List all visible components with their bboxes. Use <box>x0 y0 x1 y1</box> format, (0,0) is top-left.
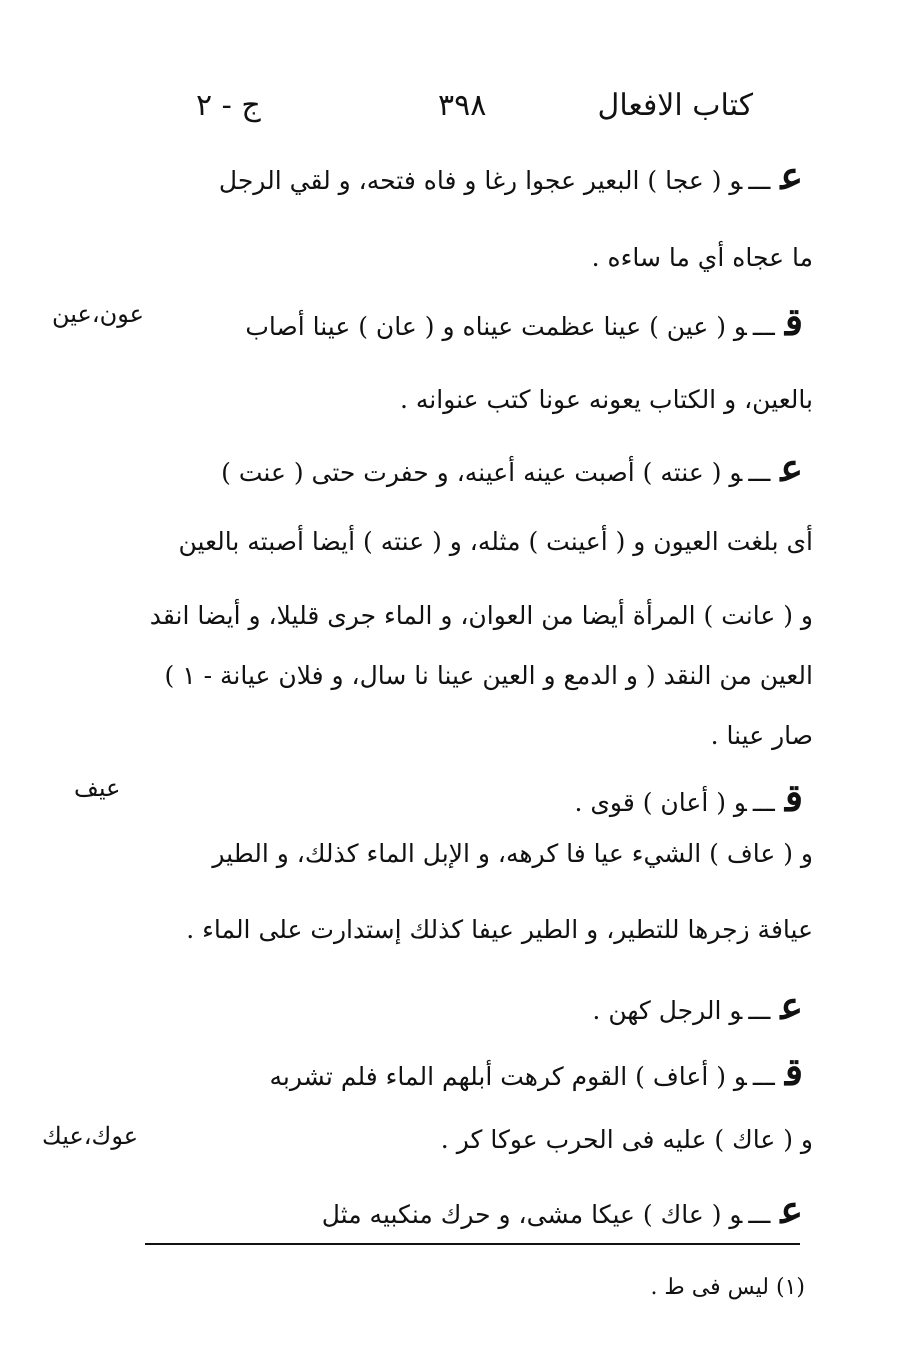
entry-letter: ع <box>780 1187 803 1232</box>
entry-text: بالعين، و الكتاب يعونه عونا كتب عنوانه . <box>400 385 813 414</box>
text-line <box>711 716 813 756</box>
entry-letter: ق <box>784 1049 803 1094</box>
text-line <box>212 834 813 874</box>
text-line <box>400 380 813 420</box>
text-line: قـــو ( أعان ) قوى . <box>574 775 803 820</box>
text-line <box>186 910 813 950</box>
book-title: كتاب الافعال <box>597 88 753 123</box>
entry-letter: ق <box>784 775 803 820</box>
entry-letter: ع <box>780 445 803 490</box>
entry-text: و ( عاك ) عليه فى الحرب عوكا كر . <box>440 1125 813 1154</box>
entry-text: و ( عين ) عينا عظمت عيناه و ( عان ) عينا أصاب <box>245 312 747 341</box>
text-line <box>592 238 813 278</box>
entry-text: ما عجاه أي ما ساءه . <box>591 243 813 272</box>
entry-text: و الرجل كهن . <box>592 996 743 1025</box>
footnote-rule <box>145 1243 800 1245</box>
entry-text: و ( عجا ) البعير عجوا رغا و فاه فتحه، و لقي الرجل <box>218 166 743 195</box>
entry-text: و ( عانت ) المرأة أيضا من العوان، و الماء جرى قليلا، و أيضا انقد <box>149 601 813 630</box>
footnote: (١) ليس فى ط . <box>650 1275 805 1300</box>
entry-letter: ع <box>780 153 803 198</box>
entry-text: أى بلغت العيون و ( أعينت ) مثله، و ( عنته ) أيضا أصبته بالعين <box>178 527 813 556</box>
text-line <box>150 596 813 636</box>
entry-text: و ( أعاف ) القوم كرهت أبلهم الماء فلم تشربه <box>269 1062 747 1091</box>
entry-text: و ( عاك ) عيكا مشى، و حرك منكبيه مثل <box>321 1200 743 1229</box>
page-number: ٣٩٨ <box>438 88 487 123</box>
text-line: عـــو ( عاك ) عيكا مشى، و حرك منكبيه مثل <box>321 1187 803 1232</box>
margin-note: عيف <box>74 774 121 802</box>
text-line <box>441 1120 813 1160</box>
entry-text: و ( أعان ) قوى . <box>574 788 747 817</box>
entry-text: و ( عاف ) الشيء عيا فا كرهه، و الإبل الماء كذلك، و الطير <box>212 839 813 868</box>
entry-letter: ق <box>784 299 803 344</box>
text-line: قـــو ( عين ) عينا عظمت عيناه و ( عان ) عينا أصاب <box>245 299 803 344</box>
volume-label: ج - ٢ <box>196 88 261 123</box>
entry-text: و ( عنته ) أصبت عينه أعينه، و حفرت حتى ( عنت ) <box>221 458 743 487</box>
margin-note: عوك،عيك <box>42 1122 139 1150</box>
text-line: عـــو ( عجا ) البعير عجوا رغا و فاه فتحه، و لقي الرجل <box>218 153 803 198</box>
entry-text: العين من النقد ( و الدمع و العين عينا نا سال، و فلان عيانة - ١ ) <box>164 661 813 690</box>
entry-text: صار عينا . <box>710 721 813 750</box>
text-line: عـــو ( عنته ) أصبت عينه أعينه، و حفرت حتى ( عنت ) <box>221 445 803 490</box>
entry-text: عيافة زجرها للتطير، و الطير عيفا كذلك إستدارت على الماء . <box>186 915 813 944</box>
text-line <box>179 522 814 562</box>
text-line <box>165 656 814 696</box>
text-line: قـــو ( أعاف ) القوم كرهت أبلهم الماء فلم تشربه <box>269 1049 803 1094</box>
text-line: عـــو الرجل كهن . <box>592 983 803 1028</box>
margin-note: عون،عين <box>52 300 144 328</box>
entry-letter: ع <box>780 983 803 1028</box>
